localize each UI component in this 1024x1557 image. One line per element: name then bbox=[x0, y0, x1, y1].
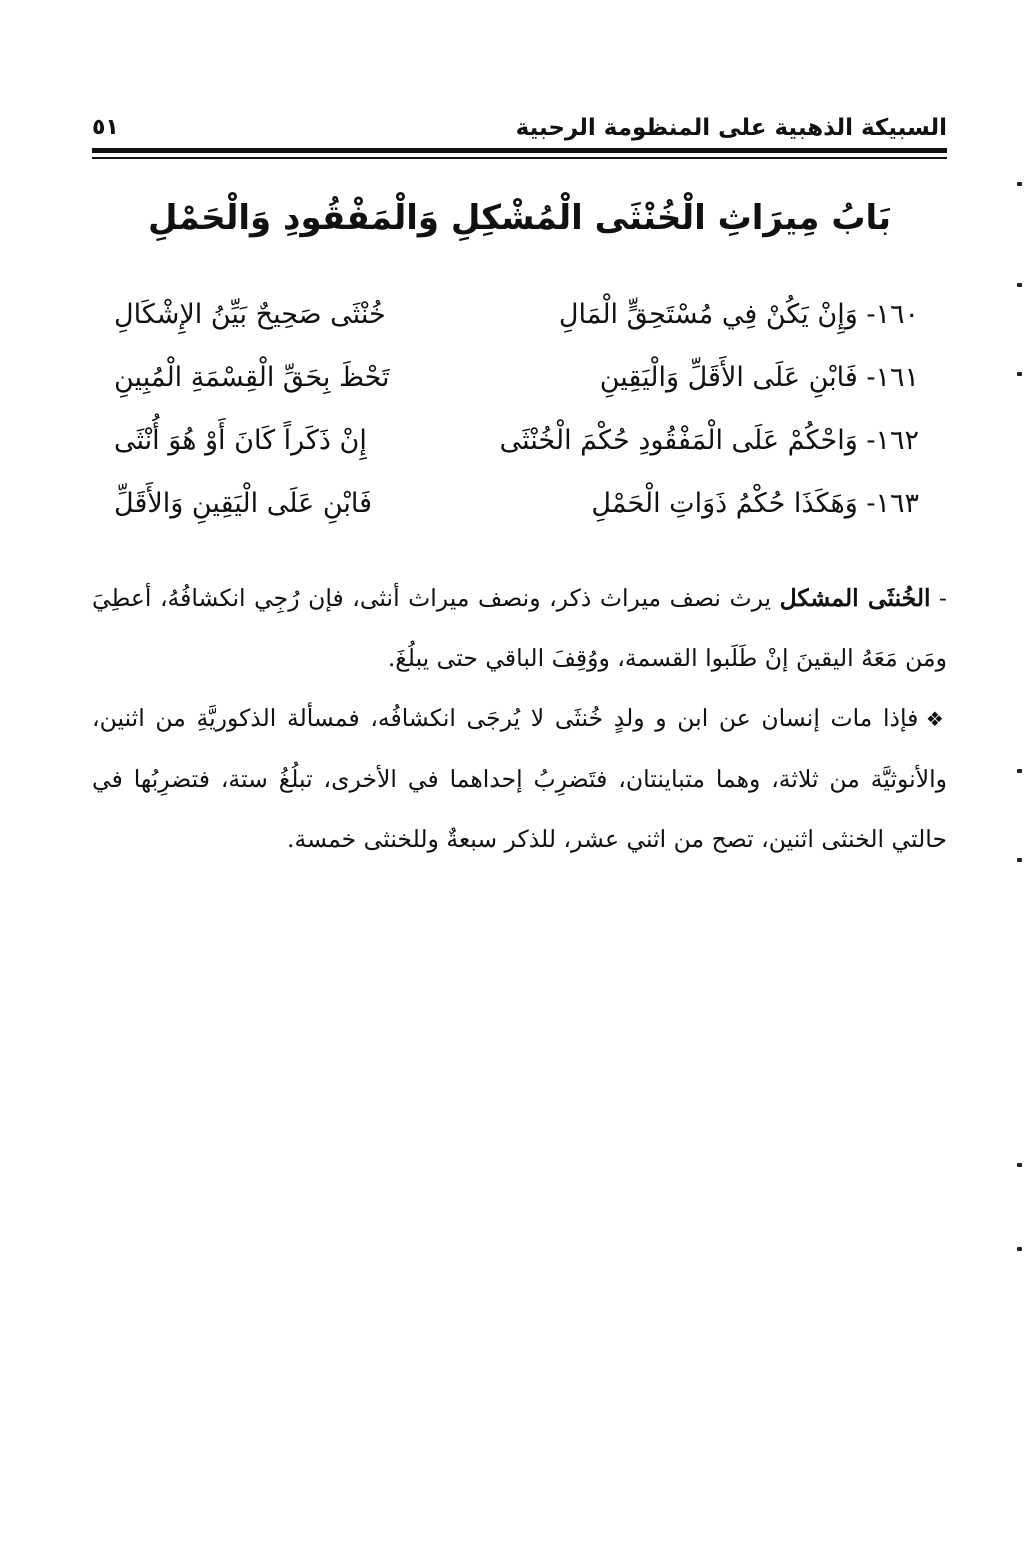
commentary-paragraph-1 bbox=[92, 568, 947, 688]
verse-line bbox=[92, 412, 947, 475]
verse-first-hemistich: ١٦٣- وَهَكَذَا حُكْمُ ذَوَاتِ الْحَمْلِ bbox=[591, 488, 919, 519]
commentary-paragraph-2 bbox=[92, 688, 947, 869]
scan-edge-mark bbox=[1017, 372, 1022, 376]
scan-edge-mark bbox=[1017, 283, 1022, 287]
verse-second-hemistich: خُنْثَى صَحِيحٌ بَيِّنُ الإِشْكَالِ bbox=[114, 299, 386, 330]
scan-edge-mark bbox=[1017, 182, 1022, 186]
chapter-title: بَابُ مِيرَاثِ الْخُنْثَى الْمُشْكِلِ وَالْمَفْقُودِ وَالْحَمْلِ bbox=[147, 198, 892, 238]
scan-edge-mark bbox=[1017, 769, 1022, 773]
paragraph-dash: - bbox=[930, 584, 947, 612]
header-rule-thick bbox=[92, 148, 947, 153]
scan-edge-mark bbox=[1017, 1247, 1022, 1251]
verse-line bbox=[92, 286, 947, 349]
paragraph-text: يرث نصف ميراث ذكر، ونصف ميراث أنثى، فإن رُجِي انكشافُهُ، أعطِيَ ومَن مَعَهُ اليقينَ إنْ طَلَبوا القسمة، ووُقِفَ الباقي حتى يبلُغَ. bbox=[92, 584, 947, 672]
verse-line bbox=[92, 475, 947, 538]
diamond-bullet-icon: ❖ bbox=[925, 707, 947, 731]
running-header bbox=[92, 110, 947, 150]
verse-second-hemistich: تَحْظَ بِحَقِّ الْقِسْمَةِ الْمُبِينِ bbox=[114, 362, 390, 393]
verse-first-hemistich: ١٦٠- وَإِنْ يَكُنْ فِي مُسْتَحِقٍّ الْمَالِ bbox=[558, 299, 919, 330]
verse-line bbox=[92, 349, 947, 412]
defined-term: الخُنثَى المشكل bbox=[779, 584, 931, 612]
verse-second-hemistich: فَابْنِ عَلَى الْيَقِينِ وَالأَقَلِّ bbox=[114, 488, 373, 519]
verse-block bbox=[92, 286, 947, 538]
page-number: ٥١ bbox=[92, 115, 119, 140]
header-rule-thin bbox=[92, 157, 947, 159]
verse-second-hemistich: إِنْ ذَكَراً كَانَ أَوْ هُوَ أُنْثَى bbox=[114, 425, 367, 456]
paragraph-text: فإذا مات إنسان عن ابن و ولدٍ خُنثَى لا يُرجَى انكشافُه، فمسألة الذكوريَّةِ من اثنين، والأنوثيَّة من ثلاثة، وهما متباينتان، فتَضرِبُ إحداهما في الأخرى، تبلُغُ ستة، فتضرِبُها في حالتي الخنثى اثنين، تصح من اثني عشر، للذكر سبعةٌ وللخنثى خمسة. bbox=[92, 704, 947, 853]
scan-edge-mark bbox=[1017, 1163, 1022, 1167]
verse-first-hemistich: ١٦١- فَابْنِ عَلَى الأَقَلِّ وَالْيَقِينِ bbox=[599, 362, 919, 393]
verse-first-hemistich: ١٦٢- وَاحْكُمْ عَلَى الْمَفْقُودِ حُكْمَ الْخُنْثَى bbox=[499, 425, 919, 456]
scan-edge-mark bbox=[1017, 858, 1022, 862]
header-title: السبيكة الذهبية على المنظومة الرحبية bbox=[515, 115, 947, 141]
commentary bbox=[92, 568, 947, 869]
